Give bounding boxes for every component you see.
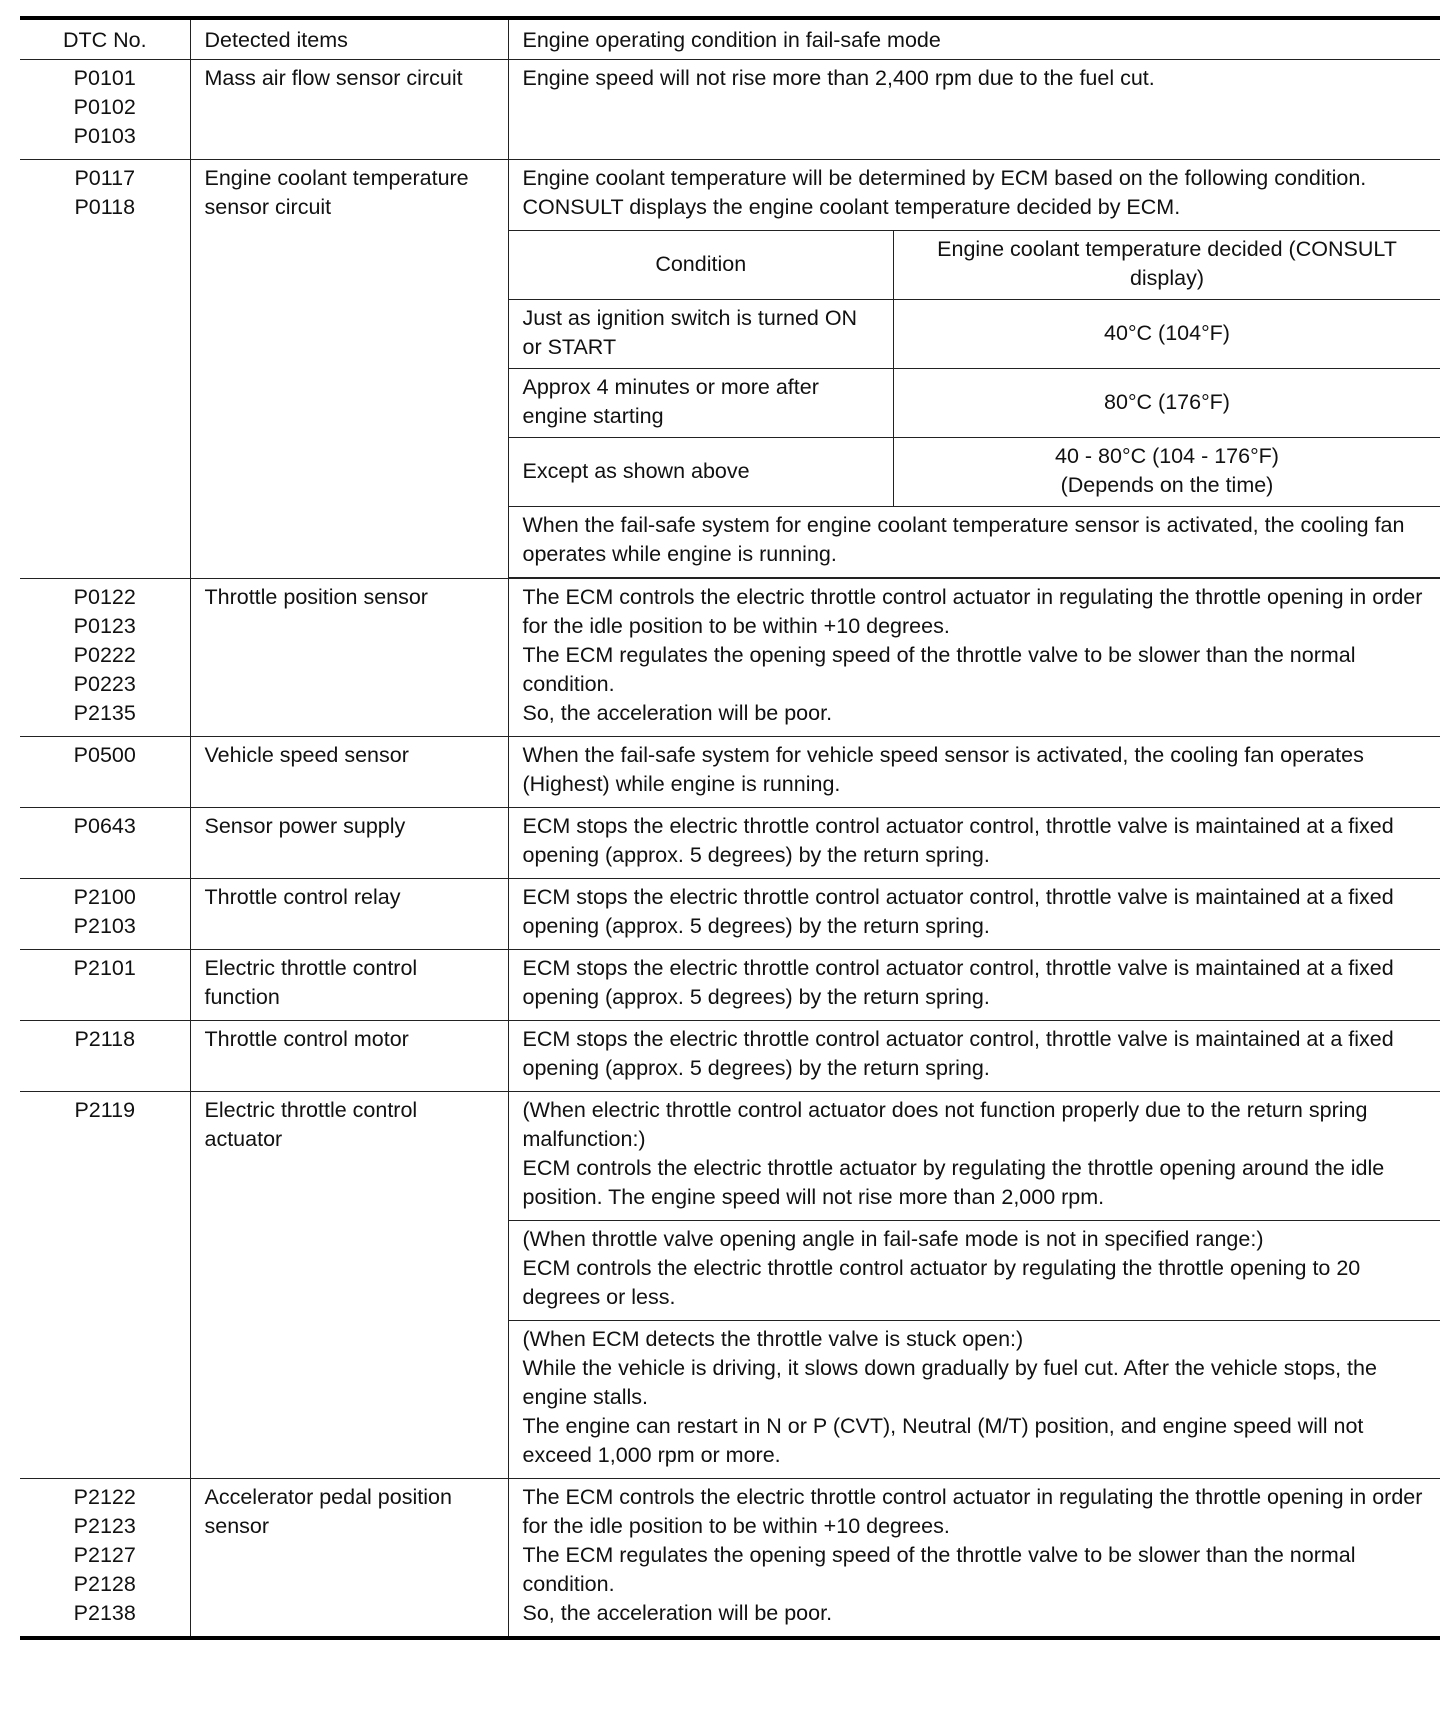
inner-header-decided: Engine coolant temperature decided (CONSULT display) <box>894 231 1441 300</box>
header-dtc: DTC No. <box>20 18 190 60</box>
dtc-cell <box>20 808 190 879</box>
table-row <box>20 1479 1440 1639</box>
dtc-code: P0222 <box>73 643 136 667</box>
inner-row <box>509 369 1441 438</box>
condition-text: ECM stops the electric throttle control actuator control, throttle valve is maintained at a fixed opening (approx. 5 degrees) by the return spring. <box>522 956 1394 1009</box>
inner-note-row <box>509 507 1441 578</box>
condition-cell <box>508 579 1440 737</box>
dtc-code: P0117 <box>74 166 136 190</box>
dtc-code: P0643 <box>73 814 136 838</box>
detected-item: Mass air flow sensor circuit <box>190 60 508 160</box>
dtc-code: P2119 <box>74 1098 136 1122</box>
dtc-cell <box>20 160 190 579</box>
condition-cell <box>508 737 1440 808</box>
detected-item: Throttle position sensor <box>190 579 508 737</box>
inner-row <box>509 300 1441 369</box>
dtc-cell <box>20 950 190 1021</box>
dtc-cell <box>20 1479 190 1639</box>
inner-decided: 40 - 80°C (104 - 176°F) <box>1055 444 1279 468</box>
detected-item: Electric throttle control function <box>190 950 508 1021</box>
dtc-cell <box>20 579 190 737</box>
dtc-code: P2118 <box>74 1027 136 1051</box>
condition-cell <box>508 1021 1440 1092</box>
condition-text: Engine speed will not rise more than 2,400 rpm due to the fuel cut. <box>522 66 1155 90</box>
inner-condition: Just as ignition switch is turned ON or START <box>509 300 894 369</box>
detected-item: Electric throttle control actuator <box>190 1092 508 1479</box>
table-row <box>20 1092 1440 1479</box>
dtc-code: P2122 <box>73 1485 136 1509</box>
detected-item: Vehicle speed sensor <box>190 737 508 808</box>
dtc-code: P0118 <box>74 195 136 219</box>
dtc-code: P2100 <box>73 885 136 909</box>
condition-text: (When ECM detects the throttle valve is stuck open:) <box>522 1327 1024 1351</box>
dtc-code: P0102 <box>73 95 136 119</box>
inner-header-condition: Condition <box>509 231 894 300</box>
fail-safe-document <box>20 16 1440 1640</box>
dtc-cell <box>20 879 190 950</box>
condition-text: While the vehicle is driving, it slows down gradually by fuel cut. After the vehicle stops, the engine stalls. <box>522 1356 1377 1409</box>
dtc-code: P2128 <box>73 1572 136 1596</box>
dtc-code: P0123 <box>73 614 136 638</box>
dtc-code: P0500 <box>73 743 136 767</box>
condition-text: The ECM controls the electric throttle control actuator in regulating the throttle opening in order for the idle position to be within +10 degrees. <box>522 585 1423 638</box>
condition-text: ECM stops the electric throttle control actuator control, throttle valve is maintained at a fixed opening (approx. 5 degrees) by the return spring. <box>522 885 1394 938</box>
condition-text: The ECM regulates the opening speed of the throttle valve to be slower than the normal condition. <box>522 643 1356 696</box>
detected-item: Engine coolant temperature sensor circuit <box>190 160 508 579</box>
detected-item: Accelerator pedal position sensor <box>190 1479 508 1639</box>
detected-item: Throttle control motor <box>190 1021 508 1092</box>
condition-text: ECM controls the electric throttle control actuator by regulating the throttle opening to 20 degrees or less. <box>522 1256 1361 1309</box>
detected-item: Throttle control relay <box>190 879 508 950</box>
dtc-code: P0223 <box>73 672 136 696</box>
header-operating-condition: Engine operating condition in fail-safe mode <box>508 18 1440 60</box>
dtc-code: P0101 <box>73 66 136 90</box>
table-row <box>20 808 1440 879</box>
inner-condition: Approx 4 minutes or more after engine starting <box>509 369 894 438</box>
inner-decided-cell <box>894 438 1441 507</box>
coolant-intro <box>509 160 1441 230</box>
table-row <box>20 879 1440 950</box>
condition-segment <box>509 1092 1441 1220</box>
inner-decided: 40°C (104°F) <box>894 300 1441 369</box>
inner-decided-note: (Depends on the time) <box>1060 473 1274 497</box>
dtc-code: P2103 <box>73 914 136 938</box>
dtc-code: P0122 <box>73 585 136 609</box>
table-row <box>20 60 1440 160</box>
condition-text: ECM stops the electric throttle control actuator control, throttle valve is maintained at a fixed opening (approx. 5 degrees) by the return spring. <box>522 814 1394 867</box>
condition-segment <box>509 1320 1441 1478</box>
condition-text: (When throttle valve opening angle in fail-safe mode is not in specified range:) <box>522 1227 1264 1251</box>
table-row <box>20 579 1440 737</box>
detected-item: Sensor power supply <box>190 808 508 879</box>
condition-cell <box>508 879 1440 950</box>
header-detected-items: Detected items <box>190 18 508 60</box>
inner-decided: 80°C (176°F) <box>894 369 1441 438</box>
inner-row <box>509 438 1441 507</box>
condition-text: ECM controls the electric throttle actuator by regulating the throttle opening around the idle position. The engine speed will not rise more than 2,000 rpm. <box>522 1156 1385 1209</box>
inner-header-row <box>509 231 1441 300</box>
condition-text: The ECM controls the electric throttle control actuator in regulating the throttle opening in order for the idle position to be within +10 degrees. <box>522 1485 1423 1538</box>
condition-cell <box>508 808 1440 879</box>
condition-text: (When electric throttle control actuator does not function properly due to the return spring malfunction:) <box>522 1098 1368 1151</box>
condition-text: When the fail-safe system for vehicle speed sensor is activated, the cooling fan operates (Highest) while engine is running. <box>522 743 1364 796</box>
dtc-code: P2123 <box>73 1514 136 1538</box>
dtc-code: P2138 <box>73 1601 136 1625</box>
condition-segment <box>509 1220 1441 1320</box>
table-header-row <box>20 18 1440 60</box>
coolant-temperature-table <box>509 230 1441 578</box>
condition-cell <box>508 1092 1440 1479</box>
condition-cell <box>508 950 1440 1021</box>
condition-cell <box>508 60 1440 160</box>
condition-text: CONSULT displays the engine coolant temperature decided by ECM. <box>522 195 1181 219</box>
table-row <box>20 1021 1440 1092</box>
condition-text: So, the acceleration will be poor. <box>522 701 833 725</box>
dtc-code: P2135 <box>73 701 136 725</box>
dtc-cell <box>20 60 190 160</box>
dtc-cell <box>20 1092 190 1479</box>
table-row <box>20 160 1440 579</box>
condition-text: Engine coolant temperature will be determined by ECM based on the following condition. <box>522 166 1367 190</box>
inner-condition: Except as shown above <box>509 438 894 507</box>
coolant-fan-note: When the fail-safe system for engine coolant temperature sensor is activated, the cooling fan operates while engine is running. <box>509 507 1441 578</box>
dtc-code: P2127 <box>73 1543 136 1567</box>
fail-safe-table <box>20 16 1440 1640</box>
condition-text: So, the acceleration will be poor. <box>522 1601 833 1625</box>
condition-text: ECM stops the electric throttle control actuator control, throttle valve is maintained at a fixed opening (approx. 5 degrees) by the return spring. <box>522 1027 1394 1080</box>
table-row <box>20 950 1440 1021</box>
dtc-cell <box>20 737 190 808</box>
condition-text: The engine can restart in N or P (CVT), Neutral (M/T) position, and engine speed will not exceed 1,000 rpm or more. <box>522 1414 1364 1467</box>
condition-cell <box>508 160 1440 579</box>
table-row <box>20 737 1440 808</box>
condition-text: The ECM regulates the opening speed of the throttle valve to be slower than the normal condition. <box>522 1543 1356 1596</box>
dtc-code: P0103 <box>73 124 136 148</box>
dtc-cell <box>20 1021 190 1092</box>
dtc-code: P2101 <box>73 956 136 980</box>
condition-cell <box>508 1479 1440 1639</box>
